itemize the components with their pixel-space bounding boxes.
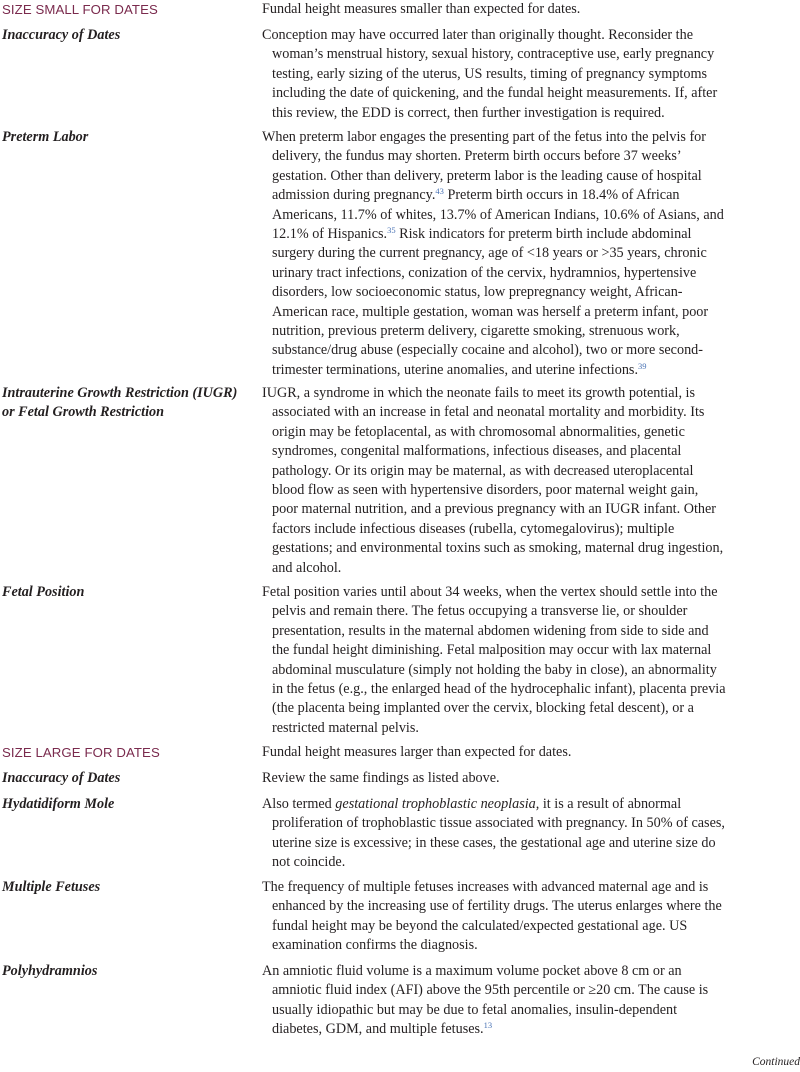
description-line bbox=[262, 853, 792, 872]
finding-description bbox=[262, 26, 792, 123]
description-line bbox=[262, 167, 792, 186]
description-line bbox=[262, 699, 792, 718]
description-line bbox=[262, 602, 792, 621]
text-segment: in the fetus (e.g., the enlarged head of the hydrocephalic infant), placenta previa bbox=[272, 681, 726, 698]
text-segment: factors include infectious diseases (rubella, cytomegalovirus); multiple bbox=[272, 520, 675, 537]
description-line bbox=[262, 583, 792, 602]
description-line bbox=[262, 45, 792, 64]
text-segment: amniotic fluid index (AFI) above the 95th percentile or ≥20 cm. The cause is bbox=[272, 982, 709, 999]
text-segment: When preterm labor engages the presenting part of the fetus into the pelvis for bbox=[262, 129, 706, 145]
description-line bbox=[262, 878, 792, 897]
text-segment: usually idiopathic but may be due to fetal anomalies, insulin-dependent bbox=[272, 1001, 678, 1018]
description-line bbox=[262, 26, 792, 45]
description-line bbox=[262, 244, 792, 263]
description-line bbox=[262, 1001, 792, 1020]
text-segment: woman’s menstrual history, sexual history, contraceptive use, early pregnancy bbox=[272, 46, 715, 63]
text-segment: Fundal height measures smaller than expected for dates. bbox=[262, 1, 581, 17]
description-line bbox=[262, 661, 792, 680]
finding-term: Preterm Labor bbox=[2, 129, 89, 145]
description-line bbox=[262, 84, 792, 103]
description-line bbox=[262, 104, 792, 123]
continued-note: Continued bbox=[752, 1056, 800, 1068]
description-line bbox=[262, 769, 792, 788]
finding-description bbox=[262, 743, 792, 762]
finding-description bbox=[262, 962, 792, 1040]
text-segment: uterine size is excessive; in these cases, the gestational age and uterine size do bbox=[272, 834, 716, 851]
text-segment: testing, early sizing of the uterus, US results, timing of pregnancy symptoms bbox=[272, 65, 708, 82]
finding-term: Fetal Position bbox=[2, 584, 85, 600]
description-line bbox=[262, 936, 792, 955]
description-line bbox=[262, 814, 792, 833]
section-heading: SIZE LARGE FOR DATES bbox=[2, 745, 160, 760]
description-line bbox=[262, 1020, 792, 1039]
text-segment: proliferation of trophoblastic tissue associated with pregnancy. In 50% of cases, bbox=[272, 815, 725, 832]
text-segment: surgery during the current pregnancy, age of <18 years or >35 years, chronic bbox=[272, 245, 707, 262]
text-segment: fundal height may be beyond the calculated/expected gestational age. US bbox=[272, 917, 688, 934]
description-line bbox=[262, 743, 792, 762]
text-segment: examination confirms the diagnosis. bbox=[272, 937, 478, 954]
description-line bbox=[262, 680, 792, 699]
description-line bbox=[262, 322, 792, 341]
text-segment: urinary tract infections, conization of the cervix, hydramnios, hypertensive bbox=[272, 264, 697, 281]
description-line bbox=[262, 622, 792, 641]
text-segment: restricted maternal pelvis. bbox=[272, 719, 419, 736]
description-line bbox=[262, 186, 792, 205]
text-segment: The frequency of multiple fetuses increases with advanced maternal age and is bbox=[262, 879, 709, 895]
text-segment: disorders, low socioeconomic status, low prepregnancy weight, African- bbox=[272, 284, 683, 301]
text-segment: gestations; and environmental toxins such as smoking, maternal drug ingestion, bbox=[272, 540, 724, 557]
text-segment: Fetal position varies until about 34 weeks, when the vertex should settle into the bbox=[262, 584, 718, 600]
text-segment: Fundal height measures larger than expected for dates. bbox=[262, 744, 572, 760]
description-line bbox=[262, 0, 792, 19]
description-line bbox=[262, 962, 792, 981]
description-line bbox=[262, 462, 792, 481]
finding-description bbox=[262, 128, 792, 380]
text-segment: syndromes, congenital malformations, infectious diseases, and placental bbox=[272, 443, 682, 460]
description-line bbox=[262, 539, 792, 558]
text-segment: admission during pregnancy. bbox=[272, 187, 436, 204]
finding-term: Inaccuracy of Dates bbox=[2, 27, 121, 43]
text-segment: Also termed bbox=[262, 796, 336, 812]
text-segment: poor maternal nutrition, and a previous pregnancy with an IUGR infant. Other bbox=[272, 501, 717, 518]
text-segment: Preterm birth occurs in 18.4% of African bbox=[443, 187, 680, 204]
text-segment: not coincide. bbox=[272, 854, 346, 871]
text-segment: nutrition, previous preterm delivery, cigarette smoking, strenuous work, bbox=[272, 323, 680, 340]
text-segment: gestation. Other than delivery, preterm labor is the leading cause of hospital bbox=[272, 167, 702, 184]
description-line bbox=[262, 520, 792, 539]
finding-description bbox=[262, 878, 792, 956]
description-line bbox=[262, 361, 792, 380]
text-segment: enhanced by the increasing use of fertility drugs. The uterus enlarges where the bbox=[272, 898, 722, 915]
text-segment: it is a result of abnormal bbox=[539, 796, 682, 812]
description-line bbox=[262, 225, 792, 244]
text-segment: Review the same findings as listed above. bbox=[262, 770, 500, 786]
description-line bbox=[262, 384, 792, 403]
description-line bbox=[262, 481, 792, 500]
text-segment: blood flow as seen with hypertensive disorders, poor maternal weight gain, bbox=[272, 482, 699, 499]
text-segment: origin may be fetoplacental, as with chromosomal abnormalities, genetic bbox=[272, 423, 685, 440]
finding-term: Inaccuracy of Dates bbox=[2, 770, 121, 786]
text-segment: Conception may have occurred later than originally thought. Reconsider the bbox=[262, 27, 694, 43]
text-segment: and alcohol. bbox=[272, 559, 342, 576]
finding-description bbox=[262, 0, 792, 19]
text-segment: this review, the EDD is correct, then further investigation is required. bbox=[272, 104, 665, 121]
reference-superscript: 39 bbox=[638, 360, 647, 371]
text-segment: substance/drug abuse (especially cocaine and alcohol), two or more second- bbox=[272, 342, 703, 359]
description-line bbox=[262, 897, 792, 916]
description-line bbox=[262, 128, 792, 147]
description-line bbox=[262, 264, 792, 283]
text-segment: American race, multiple gestation, woman was herself a preterm infant, poor bbox=[272, 303, 709, 320]
finding-term: Hydatidiform Mole bbox=[2, 796, 115, 812]
finding-term: Intrauterine Growth Restriction (IUGR) or Fetal Growth Restriction bbox=[2, 385, 238, 421]
text-segment: IUGR, a syndrome in which the neonate fails to meet its growth potential, is bbox=[262, 385, 696, 401]
description-line bbox=[262, 834, 792, 853]
description-line bbox=[262, 403, 792, 422]
text-segment: (the placenta being implanted over the cervix, blocking fetal descent), or a bbox=[272, 700, 694, 717]
text-segment: presentation, results in the maternal abdomen widening from side to side and bbox=[272, 622, 709, 639]
description-line bbox=[262, 423, 792, 442]
reference-superscript: 13 bbox=[483, 1020, 493, 1031]
italic-term: gestational trophoblastic neoplasia, bbox=[335, 796, 540, 812]
text-segment: Americans, 11.7% of whites, 13.7% of American Indians, 10.6% of Asians, and bbox=[272, 206, 724, 223]
text-segment: the fundal height diminishing. Fetal malposition may occur with lax maternal bbox=[272, 642, 712, 659]
description-line bbox=[262, 303, 792, 322]
finding-description bbox=[262, 769, 792, 788]
description-line bbox=[262, 283, 792, 302]
description-line bbox=[262, 500, 792, 519]
text-segment: trimester terminations, uterine anomalies, and uterine infections. bbox=[272, 361, 639, 378]
description-line bbox=[262, 442, 792, 461]
reference-superscript: 35 bbox=[387, 225, 396, 236]
text-segment: including the date of quickening, and the fundal height measurements. If, after bbox=[272, 85, 718, 102]
finding-term: Polyhydramnios bbox=[2, 963, 98, 979]
description-line bbox=[262, 641, 792, 660]
reference-superscript: 43 bbox=[435, 186, 444, 197]
text-segment: 12.1% of Hispanics. bbox=[272, 226, 388, 243]
description-line bbox=[262, 719, 792, 738]
description-line bbox=[262, 795, 792, 814]
description-line bbox=[262, 206, 792, 225]
text-segment: diabetes, GDM, and multiple fetuses. bbox=[272, 1021, 484, 1038]
finding-term: Multiple Fetuses bbox=[2, 879, 101, 895]
text-segment: associated with an increase in fetal and neonatal mortality and morbidity. Its bbox=[272, 404, 705, 421]
text-segment: abdominal musculature (simply not holding the baby in close), an abnormality bbox=[272, 661, 717, 678]
text-segment: Risk indicators for preterm birth include abdominal bbox=[395, 226, 692, 243]
description-line bbox=[262, 341, 792, 360]
description-line bbox=[262, 559, 792, 578]
description-line bbox=[262, 981, 792, 1000]
description-line bbox=[262, 917, 792, 936]
finding-description bbox=[262, 384, 792, 578]
text-segment: An amniotic fluid volume is a maximum volume pocket above 8 cm or an bbox=[262, 963, 682, 979]
section-heading: SIZE SMALL FOR DATES bbox=[2, 2, 158, 17]
finding-description bbox=[262, 795, 792, 873]
finding-description bbox=[262, 583, 792, 738]
description-line bbox=[262, 65, 792, 84]
text-segment: delivery, the fundus may shorten. Preterm birth occurs before 37 weeks’ bbox=[272, 148, 682, 165]
text-segment: pelvis and remain there. The fetus occupying a transverse lie, or shoulder bbox=[272, 603, 688, 620]
text-segment: pathology. Or its origin may be maternal, as with decreased uteroplacental bbox=[272, 462, 694, 479]
description-line bbox=[262, 147, 792, 166]
